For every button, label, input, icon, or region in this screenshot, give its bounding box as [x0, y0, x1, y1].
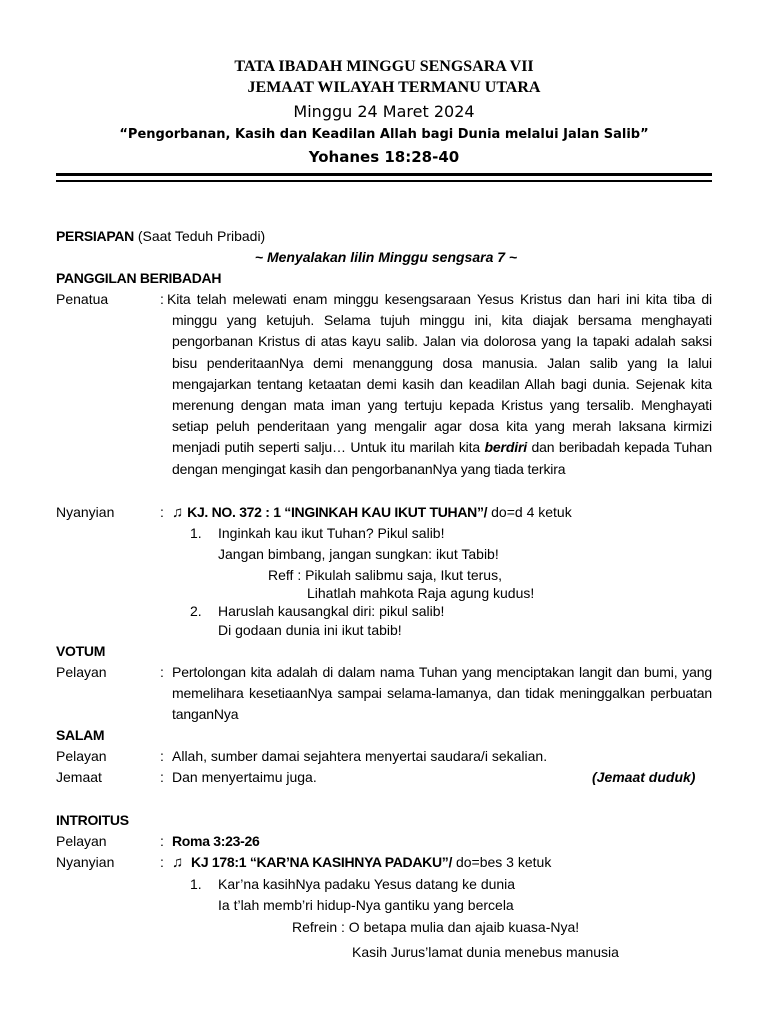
refrain-line: Kasih Jurus’lamat dunia menebus manusia [352, 944, 619, 960]
votum-text: Pertolongan kita adalah di dalam nama Tuhan yang menciptakan langit dan bumi, yang memelihara kesetiaanNya sampai selama-lamanya, dan tidak meninggalkan perbuatan tanganNya [172, 664, 712, 723]
verse-line: Inginkah kau ikut Tuhan? Pikul salib! [218, 525, 445, 541]
verse-number: 2. [190, 603, 202, 619]
speaker-nyanyian: Nyanyian [56, 504, 115, 520]
introitus-reading: Roma 3:23-26 [172, 833, 260, 849]
salutation-text: Allah, sumber damai sejahtera menyertai saudara/i sekalian. [172, 748, 548, 764]
hymn-key: do=bes 3 ketuk [452, 854, 552, 870]
call-to-worship-part-2: dan beribadah kepada Tuhan dengan mengingat kasih dan pengorbananNya yang tiada terkira [172, 439, 712, 477]
speaker-jemaat: Jemaat [56, 769, 102, 785]
bible-reading: Yohanes 18:28-40 [308, 148, 460, 166]
speaker-pelayan: Pelayan [56, 664, 107, 680]
speaker-pelayan: Pelayan [56, 833, 107, 849]
speaker-colon: : [160, 769, 164, 785]
verse-line: Jangan bimbang, jangan sungkan: ikut Tabib! [218, 546, 499, 562]
hymn-title-line [172, 502, 572, 523]
refrain-line: Refrein : O betapa mulia dan ajaib kuasa-Nya! [292, 919, 580, 935]
header-divider-thin [56, 180, 712, 182]
speaker-nyanyian: Nyanyian [56, 854, 115, 870]
speaker-colon: : [160, 291, 164, 307]
refrain-line: Lihatlah mahkota Raja agung kudus! [307, 585, 535, 601]
section-heading-votum: VOTUM [56, 643, 106, 659]
speaker-penatua: Penatua [56, 291, 109, 307]
hymn-title: KJ 178:1 “KAR’NA KASIHNYA PADAKU”/ [191, 854, 453, 870]
section-note: (Saat Teduh Pribadi) [137, 228, 266, 244]
call-to-worship-part-1: Kita telah melewati enam minggu kesengsaraan Yesus Kristus dan hari ini kita tiba di minggu yang ketujuh. Selama tujuh minggu ini, kita diajak bersama menghayati pengorbanan Kristus di atas kayu salib. Jalan via dolorosa yang Ia tapaki adalah saksi bisu penderitaanNya demi menanggung dosa manusia. Jalan salib yang Ia lalui mengajarkan tentang ketaatan demi kasih dan keadilan Allah bagi dunia. Sejenak kita merenung dengan mata iman yang tertuju kepada Kristus yang tersalib. Menghayati setiap peluh penderitaan yang mengalir agar dosa kita yang merah laksana kirmizi menjadi putih seperti salju… Untuk itu marilah kita [167, 291, 712, 456]
candle-instruction: ~ Menyalakan lilin Minggu sengsara 7 ~ [254, 249, 518, 265]
refrain-line: Reff : Pikulah salibmu saja, Ikut terus, [268, 567, 502, 583]
call-to-worship-text [167, 289, 712, 480]
hymn-title: KJ. NO. 372 : 1 “INGINKAH KAU IKUT TUHAN”/ [187, 504, 488, 520]
service-theme: “Pengorbanan, Kasih dan Keadilan Allah bagi Dunia melalui Jalan Salib” [119, 127, 649, 142]
music-note-icon: ♫ [172, 504, 184, 521]
verse-line: Di godaan dunia ini ikut tabib! [218, 622, 402, 638]
section-heading-panggilan: PANGGILAN BERIBADAH [56, 270, 222, 286]
verse-line: Ia t’lah memb’ri hidup-Nya gantiku yang bercela [218, 897, 514, 913]
section-persiapan [56, 226, 265, 247]
header-divider-thick [56, 173, 712, 176]
speaker-colon: : [160, 854, 164, 870]
hymn-key: do=d 4 ketuk [487, 504, 572, 520]
section-heading: PERSIAPAN [56, 228, 134, 244]
speaker-pelayan: Pelayan [56, 748, 107, 764]
section-heading-salam: SALAM [56, 727, 105, 743]
verse-line: Haruslah kausangkal diri: pikul salib! [218, 603, 445, 619]
speaker-colon: : [160, 664, 164, 680]
hymn-title-line [172, 852, 551, 873]
music-note-icon: ♫ [172, 854, 184, 871]
speaker-colon: : [160, 504, 164, 520]
document-title: TATA IBADAH MINGGU SENGSARA VII [234, 58, 534, 75]
sit-instruction: (Jemaat duduk) [592, 769, 696, 785]
verse-number: 1. [190, 525, 202, 541]
response-text: Dan menyertaimu juga. [172, 769, 317, 785]
service-date: Minggu 24 Maret 2024 [293, 102, 475, 121]
section-heading-introitus: INTROITUS [56, 812, 129, 828]
verse-number: 1. [190, 876, 202, 892]
speaker-colon: : [160, 748, 164, 764]
verse-line: Kar’na kasihNya padaku Yesus datang ke dunia [218, 876, 516, 892]
document-subtitle: JEMAAT WILAYAH TERMANU UTARA [247, 79, 541, 96]
call-to-worship-emphasis: berdiri [484, 439, 528, 456]
speaker-colon: : [160, 833, 164, 849]
